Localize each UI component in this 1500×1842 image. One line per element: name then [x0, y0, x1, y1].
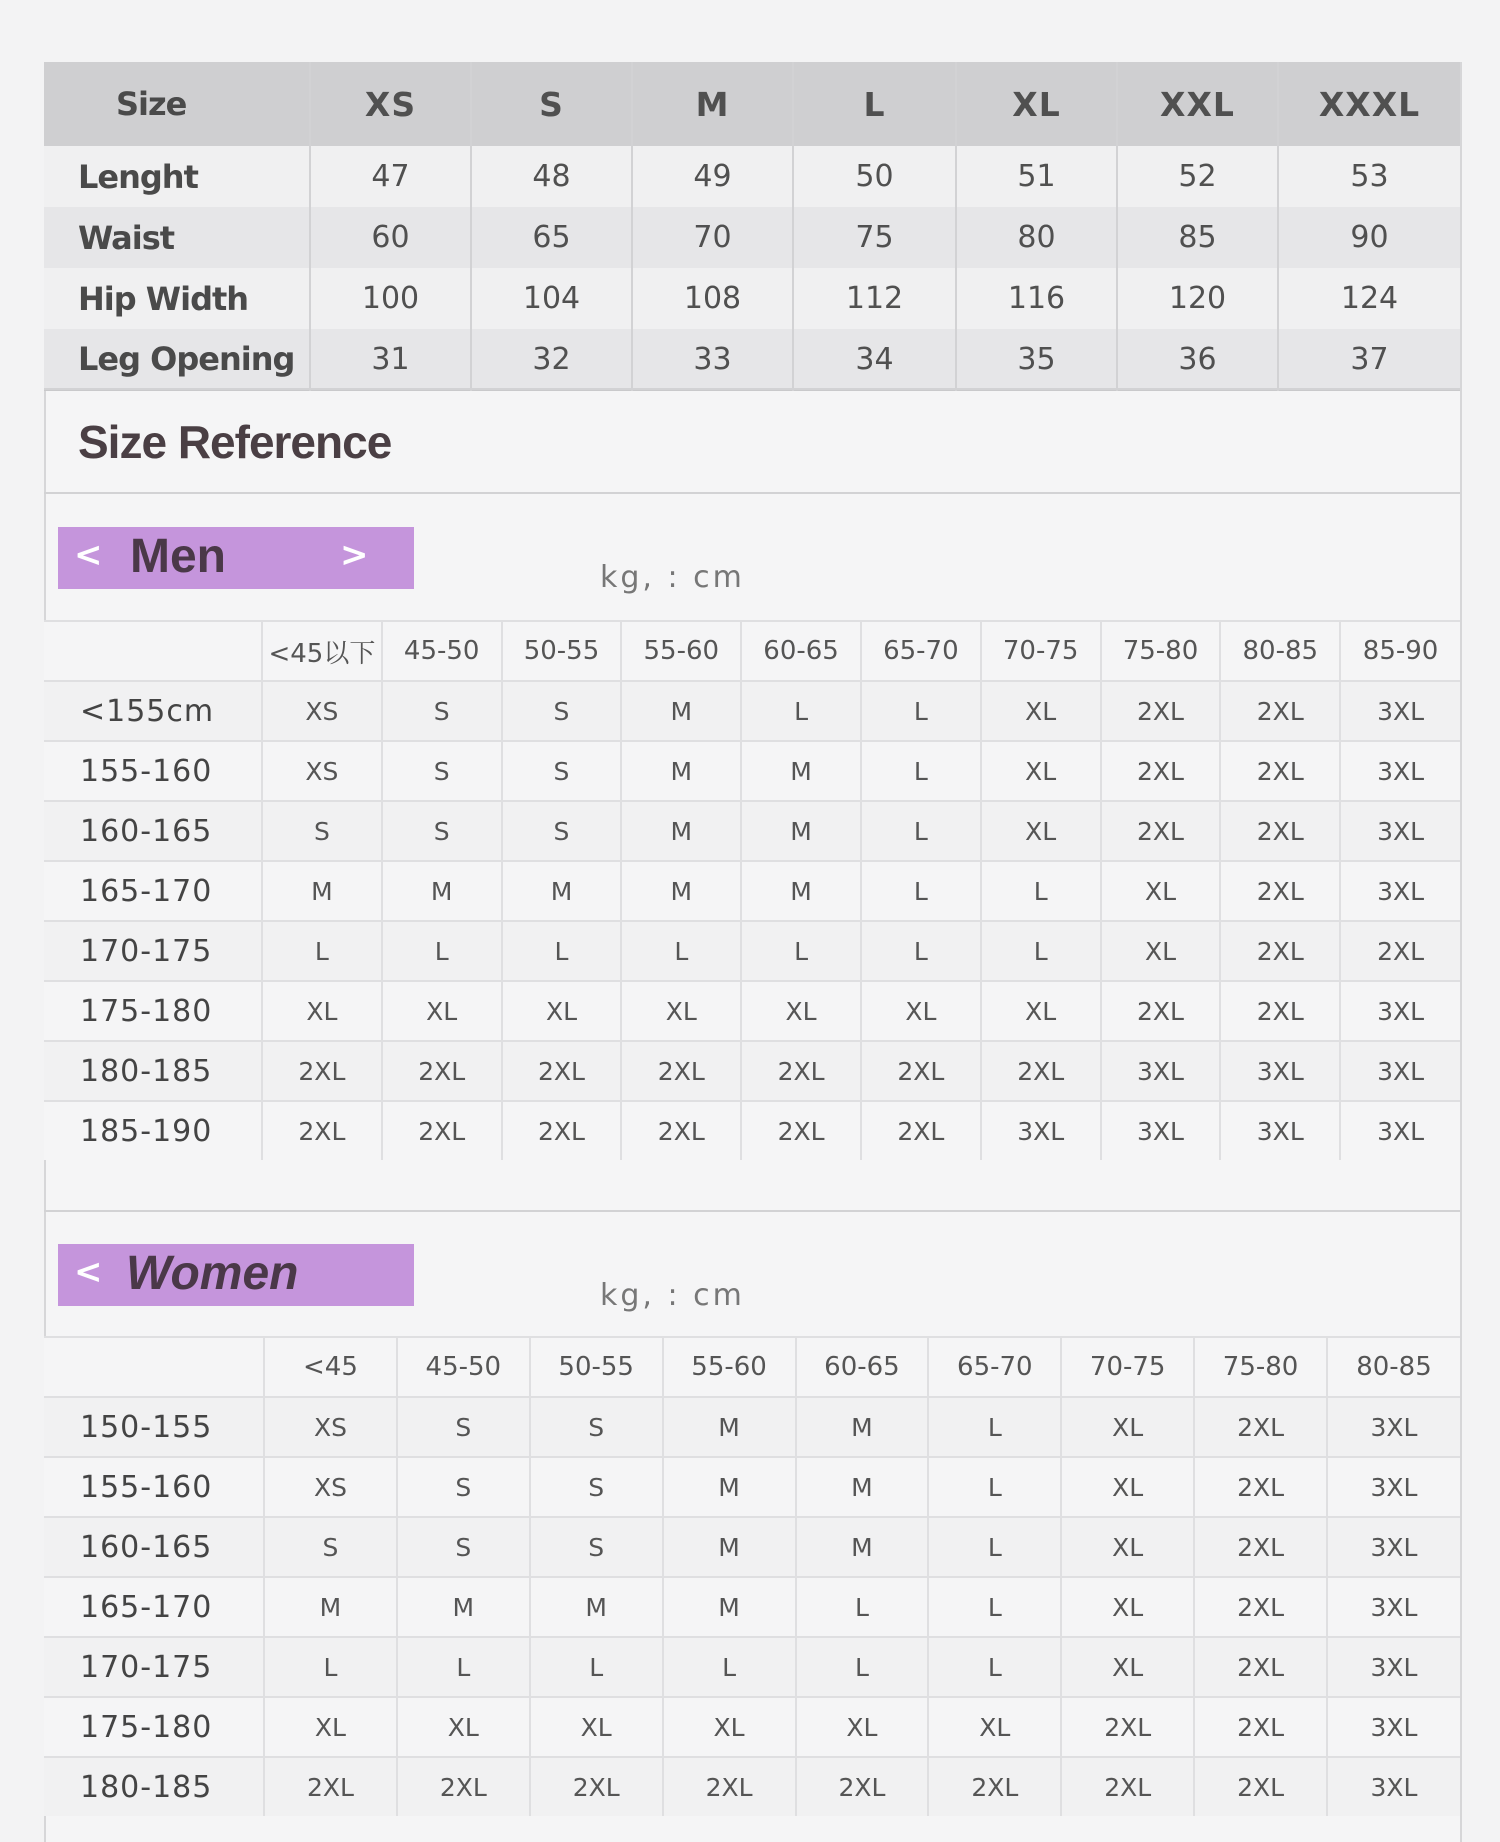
table-row: [44, 921, 1460, 981]
size-cell: 2XL: [663, 1757, 796, 1816]
size-cell: M: [382, 861, 502, 921]
size-cell: XS: [262, 741, 382, 801]
measurement-value: 75: [793, 207, 956, 268]
size-cell: L: [928, 1637, 1061, 1697]
women-banner: [58, 1244, 414, 1306]
size-col-header: XXXL: [1278, 62, 1460, 146]
size-cell: 2XL: [1194, 1517, 1327, 1577]
weight-header: 55-60: [621, 621, 741, 681]
size-cell: 3XL: [1327, 1697, 1460, 1757]
size-cell: 2XL: [1101, 981, 1221, 1041]
measurement-value: 31: [310, 329, 471, 390]
measurement-value: 70: [632, 207, 793, 268]
size-cell: 3XL: [1327, 1577, 1460, 1637]
size-cell: 2XL: [264, 1757, 397, 1816]
size-cell: S: [530, 1517, 663, 1577]
size-cell: M: [621, 861, 741, 921]
size-cell: M: [663, 1457, 796, 1517]
size-cell: S: [264, 1517, 397, 1577]
measurement-row: [44, 146, 1460, 207]
size-cell: L: [981, 921, 1101, 981]
size-cell: 3XL: [1340, 681, 1460, 741]
weight-header: 70-75: [1061, 1337, 1194, 1397]
size-cell: L: [741, 681, 861, 741]
measurement-label: Lenght: [78, 157, 198, 196]
size-cell: M: [530, 1577, 663, 1637]
size-cell: L: [382, 921, 502, 981]
grid-corner-cell: [44, 621, 262, 681]
size-cell: 2XL: [1061, 1697, 1194, 1757]
measurement-value: 80: [956, 207, 1117, 268]
size-cell: M: [796, 1517, 929, 1577]
measurement-value: 37: [1278, 329, 1460, 390]
size-cell: XL: [861, 981, 981, 1041]
size-cell: 2XL: [1220, 861, 1340, 921]
size-cell: M: [397, 1577, 530, 1637]
size-cell: 2XL: [928, 1757, 1061, 1816]
size-cell: XL: [928, 1697, 1061, 1757]
size-cell: M: [264, 1577, 397, 1637]
size-cell: XL: [397, 1697, 530, 1757]
weight-header: <45: [264, 1337, 397, 1397]
size-cell: L: [621, 921, 741, 981]
size-cell: 2XL: [741, 1041, 861, 1101]
weight-header: 60-65: [796, 1337, 929, 1397]
weight-header: 75-80: [1101, 621, 1221, 681]
size-cell: M: [621, 801, 741, 861]
size-cell: 2XL: [1220, 741, 1340, 801]
height-label: 155-160: [44, 1457, 264, 1517]
size-cell: 2XL: [981, 1041, 1101, 1101]
size-cell: XL: [502, 981, 622, 1041]
size-cell: XS: [264, 1457, 397, 1517]
measurement-value: 52: [1117, 146, 1278, 207]
size-cell: 2XL: [1220, 981, 1340, 1041]
size-col-header: M: [632, 62, 793, 146]
grid-corner-cell: [44, 1337, 264, 1397]
size-cell: 2XL: [796, 1757, 929, 1816]
size-cell: XL: [981, 801, 1101, 861]
size-cell: L: [861, 921, 981, 981]
weight-header-row: [44, 621, 1460, 681]
measurement-value: 36: [1117, 329, 1278, 390]
table-row: [44, 1397, 1460, 1457]
size-cell: S: [502, 741, 622, 801]
weight-header: 65-70: [928, 1337, 1061, 1397]
measurement-value: 34: [793, 329, 956, 390]
measurement-value: 48: [471, 146, 632, 207]
table-row: [44, 681, 1460, 741]
height-label: 180-185: [44, 1757, 264, 1816]
size-cell: 3XL: [1340, 1041, 1460, 1101]
size-cell: S: [530, 1397, 663, 1457]
size-cell: XL: [1101, 861, 1221, 921]
measurement-value: 108: [632, 268, 793, 329]
height-label: 160-165: [44, 801, 262, 861]
weight-header: 60-65: [741, 621, 861, 681]
size-cell: 2XL: [1194, 1577, 1327, 1637]
height-label: 155-160: [44, 741, 262, 801]
size-cell: S: [262, 801, 382, 861]
size-cell: L: [928, 1457, 1061, 1517]
size-cell: S: [382, 681, 502, 741]
divider: [44, 388, 1460, 390]
measurement-value: 49: [632, 146, 793, 207]
size-cell: L: [502, 921, 622, 981]
weight-header: 70-75: [981, 621, 1101, 681]
measurement-value: 50: [793, 146, 956, 207]
size-cell: 2XL: [861, 1101, 981, 1160]
size-cell: 3XL: [1101, 1041, 1221, 1101]
size-cell: L: [530, 1637, 663, 1697]
size-cell: 2XL: [502, 1101, 622, 1160]
size-cell: L: [928, 1517, 1061, 1577]
size-cell: XL: [1061, 1517, 1194, 1577]
size-cell: S: [382, 801, 502, 861]
measurement-row: [44, 329, 1460, 390]
weight-header: 55-60: [663, 1337, 796, 1397]
measurement-value: 116: [956, 268, 1117, 329]
size-cell: L: [663, 1637, 796, 1697]
size-cell: L: [397, 1637, 530, 1697]
size-cell: L: [861, 801, 981, 861]
table-row: [44, 1517, 1460, 1577]
size-cell: S: [397, 1457, 530, 1517]
size-cell: XL: [663, 1697, 796, 1757]
weight-header-row: [44, 1337, 1460, 1397]
table-row: [44, 981, 1460, 1041]
left-arrow-icon: <: [74, 535, 103, 575]
size-cell: XL: [264, 1697, 397, 1757]
size-cell: L: [861, 741, 981, 801]
measurement-value: 60: [310, 207, 471, 268]
size-cell: XL: [741, 981, 861, 1041]
measurement-value: 90: [1278, 207, 1460, 268]
size-cell: M: [796, 1457, 929, 1517]
size-cell: M: [621, 681, 741, 741]
measurement-value: 32: [471, 329, 632, 390]
size-cell: XL: [1061, 1397, 1194, 1457]
size-cell: 2XL: [1194, 1757, 1327, 1816]
size-cell: XL: [981, 741, 1101, 801]
size-cell: L: [741, 921, 861, 981]
size-cell: 3XL: [1101, 1101, 1221, 1160]
size-cell: 3XL: [1327, 1397, 1460, 1457]
size-cell: 2XL: [1061, 1757, 1194, 1816]
size-cell: 2XL: [1220, 921, 1340, 981]
size-cell: M: [621, 741, 741, 801]
measurement-value: 85: [1117, 207, 1278, 268]
men-size-grid: [44, 620, 1460, 1160]
divider: [44, 492, 1460, 494]
size-cell: 3XL: [1340, 741, 1460, 801]
size-header-row: [44, 62, 1460, 146]
table-row: [44, 1577, 1460, 1637]
size-cell: L: [796, 1637, 929, 1697]
men-banner: [58, 527, 414, 589]
measurement-row: [44, 268, 1460, 329]
size-cell: 3XL: [1340, 1101, 1460, 1160]
size-cell: L: [262, 921, 382, 981]
table-row: [44, 741, 1460, 801]
size-cell: M: [262, 861, 382, 921]
measurement-value: 47: [310, 146, 471, 207]
measurement-value: 35: [956, 329, 1117, 390]
height-label: 170-175: [44, 921, 262, 981]
height-label: 175-180: [44, 981, 262, 1041]
size-cell: XL: [1101, 921, 1221, 981]
size-cell: M: [663, 1577, 796, 1637]
size-col-header: S: [471, 62, 632, 146]
size-cell: L: [861, 681, 981, 741]
size-cell: M: [741, 741, 861, 801]
table-row: [44, 1757, 1460, 1816]
weight-header: 45-50: [382, 621, 502, 681]
height-label: 175-180: [44, 1697, 264, 1757]
size-cell: 2XL: [1220, 801, 1340, 861]
size-cell: 2XL: [397, 1757, 530, 1816]
size-cell: XL: [1061, 1637, 1194, 1697]
size-cell: L: [928, 1397, 1061, 1457]
size-cell: 3XL: [1327, 1757, 1460, 1816]
table-row: [44, 801, 1460, 861]
weight-header: 85-90: [1340, 621, 1460, 681]
size-cell: M: [663, 1517, 796, 1577]
size-cell: M: [663, 1397, 796, 1457]
size-col-header: XS: [310, 62, 471, 146]
measurement-row: [44, 207, 1460, 268]
size-cell: 2XL: [382, 1041, 502, 1101]
size-cell: 3XL: [1340, 801, 1460, 861]
size-cell: S: [382, 741, 502, 801]
size-cell: L: [981, 861, 1101, 921]
size-cell: XS: [264, 1397, 397, 1457]
size-cell: S: [502, 801, 622, 861]
weight-header: 80-85: [1327, 1337, 1460, 1397]
size-cell: 2XL: [530, 1757, 663, 1816]
measurement-value: 65: [471, 207, 632, 268]
table-row: [44, 1041, 1460, 1101]
measurement-value: 51: [956, 146, 1117, 207]
size-cell: 2XL: [262, 1041, 382, 1101]
size-cell: L: [264, 1637, 397, 1697]
size-cell: 3XL: [1340, 861, 1460, 921]
size-cell: 2XL: [741, 1101, 861, 1160]
size-cell: 2XL: [1194, 1397, 1327, 1457]
height-label: <155cm: [44, 681, 262, 741]
measurement-value: 100: [310, 268, 471, 329]
weight-header: 45-50: [397, 1337, 530, 1397]
size-cell: 2XL: [1101, 681, 1221, 741]
size-cell: 2XL: [621, 1041, 741, 1101]
height-label: 170-175: [44, 1637, 264, 1697]
table-row: [44, 1697, 1460, 1757]
weight-header: 50-55: [530, 1337, 663, 1397]
size-cell: M: [502, 861, 622, 921]
size-cell: XL: [262, 981, 382, 1041]
right-arrow-icon: >: [340, 535, 369, 575]
size-corner-label: Size: [116, 85, 187, 123]
height-label: 185-190: [44, 1101, 262, 1160]
weight-header: 65-70: [861, 621, 981, 681]
measurement-table: [44, 62, 1460, 391]
size-cell: 3XL: [1327, 1457, 1460, 1517]
size-cell: XL: [981, 981, 1101, 1041]
left-arrow-icon: <: [74, 1252, 103, 1292]
size-cell: 3XL: [1220, 1041, 1340, 1101]
size-col-header: XL: [956, 62, 1117, 146]
weight-header: <45以下: [262, 621, 382, 681]
size-cell: 3XL: [1327, 1637, 1460, 1697]
size-cell: 3XL: [981, 1101, 1101, 1160]
measurement-value: 53: [1278, 146, 1460, 207]
size-cell: S: [397, 1517, 530, 1577]
size-cell: 2XL: [1340, 921, 1460, 981]
size-cell: 3XL: [1340, 981, 1460, 1041]
measurement-value: 112: [793, 268, 956, 329]
size-cell: 2XL: [1194, 1697, 1327, 1757]
size-cell: M: [741, 861, 861, 921]
size-cell: 2XL: [262, 1101, 382, 1160]
size-cell: 3XL: [1220, 1101, 1340, 1160]
height-label: 150-155: [44, 1397, 264, 1457]
height-label: 180-185: [44, 1041, 262, 1101]
men-title: Men: [130, 530, 226, 583]
height-label: 165-170: [44, 1577, 264, 1637]
table-row: [44, 1457, 1460, 1517]
table-row: [44, 861, 1460, 921]
size-cell: 2XL: [621, 1101, 741, 1160]
size-cell: XL: [382, 981, 502, 1041]
women-title: Women: [126, 1247, 299, 1300]
measurement-value: 33: [632, 329, 793, 390]
size-cell: 2XL: [502, 1041, 622, 1101]
size-reference-title: Size Reference: [78, 416, 392, 468]
size-cell: 2XL: [382, 1101, 502, 1160]
size-cell: 2XL: [1194, 1457, 1327, 1517]
measurement-label: Hip Width: [78, 279, 249, 318]
size-cell: L: [928, 1577, 1061, 1637]
size-cell: L: [861, 861, 981, 921]
table-row: [44, 1637, 1460, 1697]
measurement-label: Leg Opening: [78, 340, 295, 378]
women-size-grid: [44, 1336, 1460, 1816]
size-cell: 2XL: [1194, 1637, 1327, 1697]
size-cell: XL: [621, 981, 741, 1041]
size-cell: M: [741, 801, 861, 861]
size-cell: XL: [1061, 1457, 1194, 1517]
size-cell: 2XL: [1101, 801, 1221, 861]
size-col-header: L: [793, 62, 956, 146]
size-col-header: XXL: [1117, 62, 1278, 146]
size-cell: S: [530, 1457, 663, 1517]
size-cell: 3XL: [1327, 1517, 1460, 1577]
men-unit-note: kg, : cm: [600, 560, 745, 595]
divider: [44, 1210, 1460, 1212]
weight-header: 80-85: [1220, 621, 1340, 681]
size-cell: XL: [530, 1697, 663, 1757]
height-label: 160-165: [44, 1517, 264, 1577]
measurement-value: 104: [471, 268, 632, 329]
size-cell: 2XL: [861, 1041, 981, 1101]
weight-header: 50-55: [502, 621, 622, 681]
size-cell: S: [397, 1397, 530, 1457]
height-label: 165-170: [44, 861, 262, 921]
weight-header: 75-80: [1194, 1337, 1327, 1397]
size-cell: XL: [981, 681, 1101, 741]
size-cell: XL: [796, 1697, 929, 1757]
size-cell: 2XL: [1101, 741, 1221, 801]
measurement-label: Waist: [78, 218, 175, 257]
measurement-value: 124: [1278, 268, 1460, 329]
size-cell: S: [502, 681, 622, 741]
size-cell: 2XL: [1220, 681, 1340, 741]
size-cell: XS: [262, 681, 382, 741]
size-cell: M: [796, 1397, 929, 1457]
table-row: [44, 1101, 1460, 1160]
measurement-value: 120: [1117, 268, 1278, 329]
size-cell: L: [796, 1577, 929, 1637]
women-unit-note: kg, : cm: [600, 1278, 745, 1313]
size-cell: XL: [1061, 1577, 1194, 1637]
